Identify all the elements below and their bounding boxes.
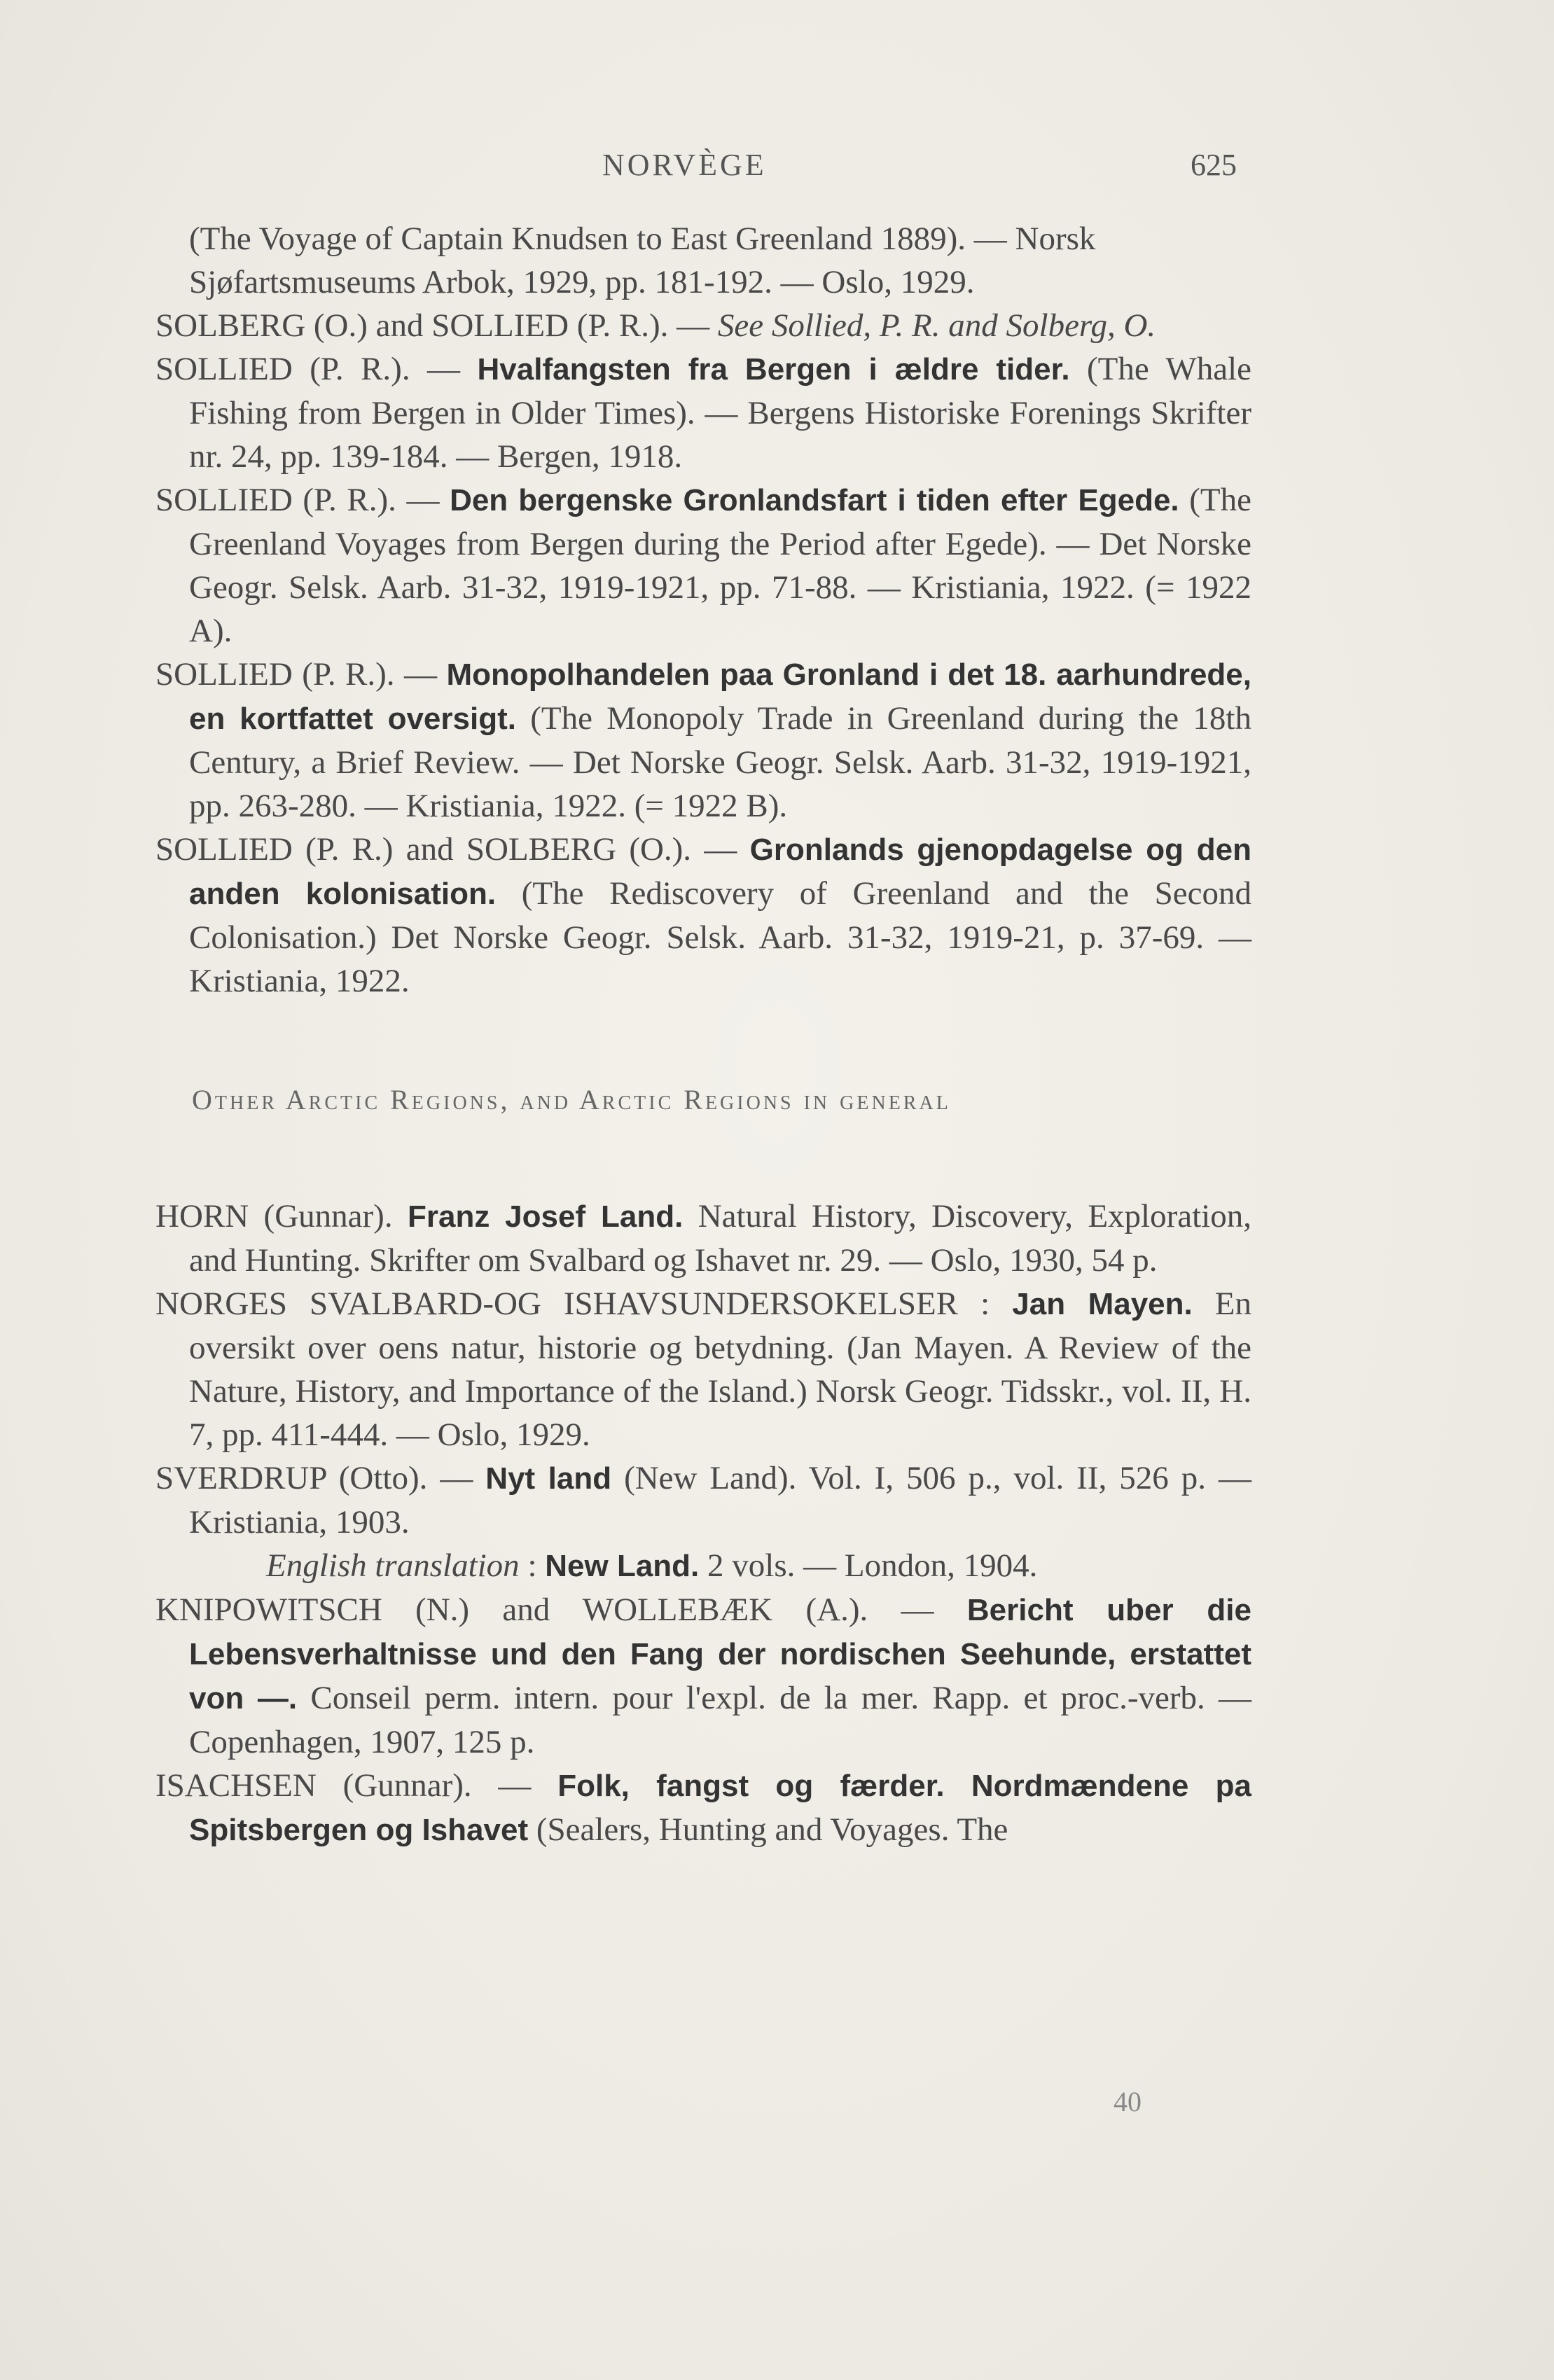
entry-text: NORGES SVALBARD-OG ISHAVSUNDERSOKELSER :	[155, 1286, 1013, 1322]
entries-arctic-more	[155, 1588, 1251, 1852]
entry-title: Den bergenske Gronlandsfart i tiden efter Egede.	[450, 483, 1179, 517]
entry-title: Monopolhandelen paa Gronland i det 18. aarhundrede, en kortfattet oversigt.	[189, 657, 1251, 736]
entry-text: En oversikt over oens natur, historie og betydning. (Jan Mayen. A Review of the Nature, History, and Importance of the Island.) Norsk Geogr. Tidsskr., vol. II, H. 7, pp. 411-444. — Oslo, 1929.	[189, 1286, 1251, 1453]
entry-title: Franz Josef Land.	[407, 1199, 684, 1234]
entry-title: Gronlands gjenopdagelse og den anden kolonisation.	[189, 833, 1251, 911]
entry-text: SOLLIED (P. R.). —	[155, 351, 478, 387]
bibliography	[155, 217, 1251, 1852]
bibliography-entry	[155, 304, 1251, 347]
translation-note	[155, 1544, 1251, 1588]
entry-text: See Sollied, P. R. and Solberg, O.	[717, 307, 1156, 344]
section-heading: Other Arctic Regions, and Arctic Regions in general	[192, 1084, 951, 1115]
signature-mark: 40	[1114, 2086, 1142, 2117]
entry-text: SOLLIED (P. R.). —	[155, 482, 450, 518]
entries-arctic	[155, 1195, 1251, 1544]
entry-text: HORN (Gunnar).	[155, 1198, 408, 1234]
entry-text: (The Voyage of Captain Knudsen to East Greenland 1889). — Norsk Sjøfartsmuseums Arbok, 1929, pp. 181-192. — Oslo, 1929.	[189, 221, 1096, 300]
bibliography-entry	[155, 347, 1251, 478]
entry-text: SOLLIED (P. R.) and SOLBERG (O.). —	[155, 831, 750, 868]
entry-text: SVERDRUP (Otto). —	[155, 1460, 486, 1496]
bibliography-entry	[155, 1195, 1251, 1282]
entry-title: Folk, fangst og færder. Nordmændene pa Spitsbergen og Ishavet	[189, 1769, 1251, 1847]
entry-text: Conseil perm. intern. pour l'expl. de la mer. Rapp. et proc.-verb. — Copenhagen, 1907, 125 p.	[189, 1680, 1251, 1760]
running-header	[0, 147, 1554, 189]
entry-text: :	[519, 1547, 546, 1584]
entry-text: 2 vols. — London, 1904.	[699, 1547, 1038, 1584]
entry-text: ISACHSEN (Gunnar). —	[155, 1767, 558, 1804]
entry-text: SOLLIED (P. R.). —	[155, 656, 447, 693]
entry-text: (Sealers, Hunting and Voyages. The	[528, 1811, 1008, 1848]
chapter-title: NORVÈGE	[602, 148, 767, 182]
continued-entry	[155, 217, 1251, 304]
entry-title: New Land.	[545, 1549, 700, 1583]
bibliography-entry	[155, 1764, 1251, 1852]
entries-norway	[155, 304, 1251, 1003]
entry-text: (The Rediscovery of Greenland and the Second Colonisation.) Det Norske Geogr. Selsk. Aarb. 31-32, 1919-21, p. 37-69. — Kristiania, 1922.	[189, 875, 1251, 999]
bibliography-entry	[155, 1588, 1251, 1764]
entry-text: (New Land). Vol. I, 506 p., vol. II, 526 p. — Kristiania, 1903.	[189, 1460, 1251, 1540]
bibliography-entry	[155, 828, 1251, 1003]
page-number: 625	[1191, 148, 1237, 182]
entry-text: (The Monopoly Trade in Greenland during the 18th Century, a Brief Review. — Det Norske Geogr. Selsk. Aarb. 31-32, 1919-1921, pp. 263-280. — Kristiania, 1922. (= 1922 B).	[189, 700, 1251, 824]
entry-text: KNIPOWITSCH (N.) and WOLLEBÆK (A.). —	[155, 1592, 967, 1628]
entry-text: SOLBERG (O.) and SOLLIED (P. R.). —	[155, 307, 718, 344]
bibliography-entry	[155, 1456, 1251, 1544]
entry-title: Bericht uber die Lebensverhaltnisse und den Fang der nordischen Seehunde, erstattet von —.	[189, 1593, 1251, 1716]
entry-title: Hvalfangsten fra Bergen i ældre tider.	[477, 352, 1070, 387]
entry-title: Jan Mayen.	[1012, 1287, 1193, 1321]
bibliography-entry	[155, 1282, 1251, 1456]
entry-title: Nyt land	[485, 1461, 612, 1496]
bibliography-entry	[155, 653, 1251, 828]
entry-text: (The Greenland Voyages from Bergen during the Period after Egede). — Det Norske Geogr. Selsk. Aarb. 31-32, 1919-1921, pp. 71-88. — Kristiania, 1922. (= 1922 A).	[189, 482, 1251, 649]
entry-text: (The Whale Fishing from Bergen in Older Times). — Bergens Historiske Forenings Skrifter nr. 24, pp. 139-184. — Bergen, 1918.	[189, 351, 1251, 475]
bibliography-entry	[155, 478, 1251, 653]
entry-text: Natural History, Discovery, Exploration, and Hunting. Skrifter om Svalbard og Ishavet nr. 29. — Oslo, 1930, 54 p.	[189, 1198, 1251, 1279]
entry-text: English translation	[266, 1547, 520, 1584]
